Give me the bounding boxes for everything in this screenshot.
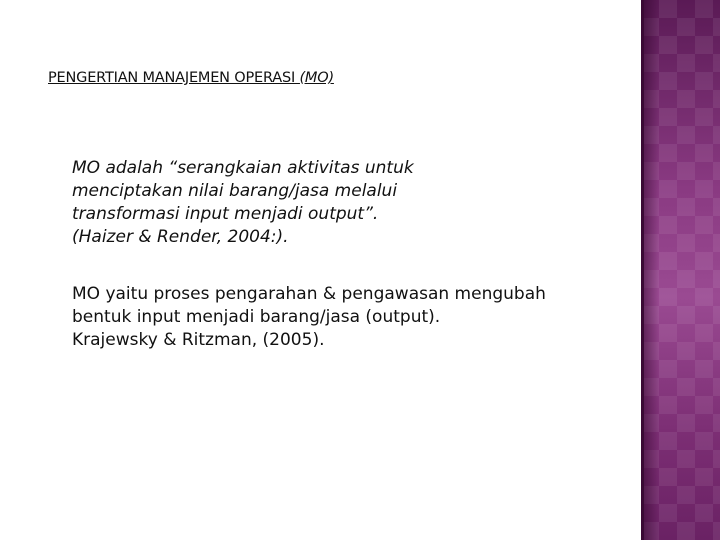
paragraph-1-line: transformasi input menjadi output”. <box>72 204 379 224</box>
decorative-side-panel <box>641 0 720 540</box>
paragraph-1-line: MO adalah “serangkaian aktivitas untuk <box>72 158 414 178</box>
paragraph-2-line: Krajewsky & Ritzman, (2005). <box>72 330 325 350</box>
paragraph-1-line: (Haizer & Render, 2004:). <box>72 227 289 247</box>
slide-title-abbreviation: (MO) <box>299 70 334 86</box>
slide-title-text: PENGERTIAN MANAJEMEN OPERASI <box>48 70 300 86</box>
paragraph-2-line: MO yaitu proses pengarahan & pengawasan mengubah <box>72 284 546 304</box>
paragraph-2-line: bentuk input menjadi barang/jasa (output). <box>72 307 441 327</box>
slide-title <box>48 70 334 86</box>
definition-paragraph-1 <box>72 157 414 249</box>
paragraph-1-line: menciptakan nilai barang/jasa melalui <box>72 181 398 201</box>
definition-paragraph-2 <box>72 283 546 352</box>
